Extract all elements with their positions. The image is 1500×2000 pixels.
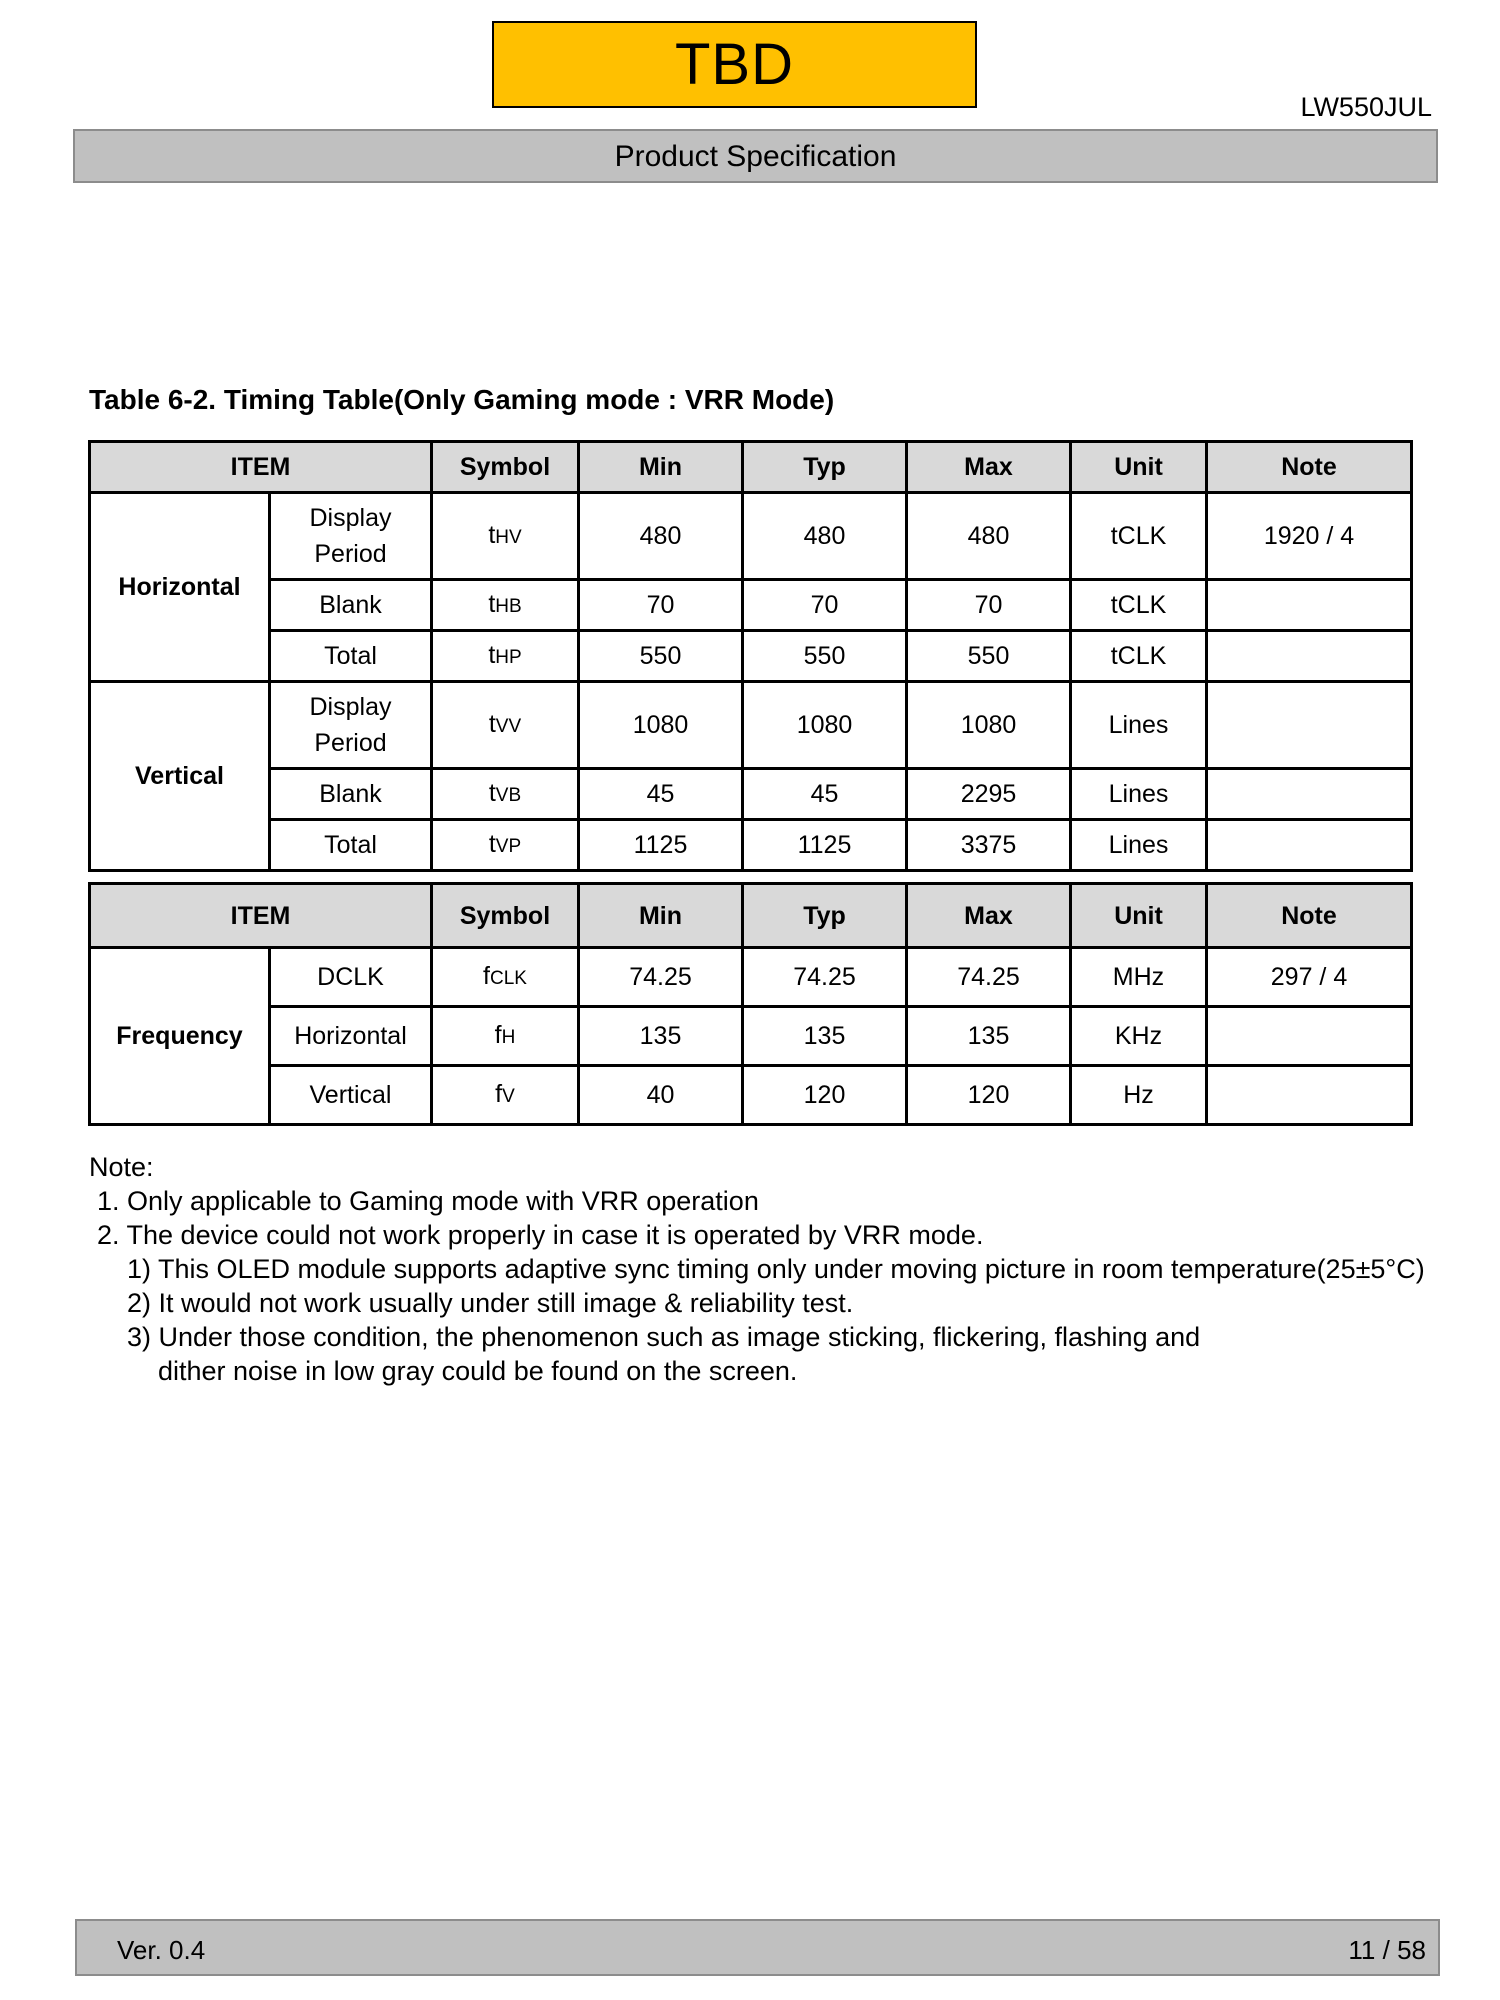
cell-unit: tCLK bbox=[1071, 493, 1207, 580]
cell-symbol: tHP bbox=[432, 631, 579, 682]
cell-item: Total bbox=[270, 631, 432, 682]
cell-typ: 45 bbox=[743, 769, 907, 820]
page-title bbox=[73, 129, 1438, 183]
cell-unit: tCLK bbox=[1071, 580, 1207, 631]
table-caption: Table 6-2. Timing Table(Only Gaming mode : VRR Mode) bbox=[89, 384, 835, 415]
tbd-badge-text: TBD bbox=[675, 32, 794, 97]
cell-typ: 135 bbox=[743, 1007, 907, 1066]
cell-typ: 1080 bbox=[743, 682, 907, 769]
cell-typ: 120 bbox=[743, 1066, 907, 1125]
cell-unit: Lines bbox=[1071, 682, 1207, 769]
table-row bbox=[90, 580, 1412, 631]
timing-table bbox=[88, 440, 1413, 872]
col-header-item: ITEM bbox=[90, 884, 432, 948]
note-subitem: 2) It would not work usually under still image & reliability test. bbox=[127, 1288, 854, 1318]
cell-symbol: fV bbox=[432, 1066, 579, 1125]
note-item: 1. Only applicable to Gaming mode with VRR operation bbox=[97, 1186, 759, 1216]
col-header-unit: Unit bbox=[1071, 884, 1207, 948]
cell-item: DCLK bbox=[270, 948, 432, 1007]
cell-max: 74.25 bbox=[907, 948, 1071, 1007]
col-header-symbol: Symbol bbox=[432, 442, 579, 493]
table-row bbox=[90, 493, 1412, 580]
group-label-frequency: Frequency bbox=[90, 948, 270, 1125]
page-footer bbox=[75, 1919, 1440, 1976]
cell-typ: 70 bbox=[743, 580, 907, 631]
cell-min: 550 bbox=[579, 631, 743, 682]
cell-unit: MHz bbox=[1071, 948, 1207, 1007]
table-row bbox=[90, 682, 1412, 769]
cell-item: Blank bbox=[270, 769, 432, 820]
note-item: 2. The device could not work properly in case it is operated by VRR mode. bbox=[97, 1220, 984, 1250]
cell-max: 550 bbox=[907, 631, 1071, 682]
group-label-horizontal: Horizontal bbox=[90, 493, 270, 682]
col-header-typ: Typ bbox=[743, 884, 907, 948]
cell-item: Display Period bbox=[270, 493, 432, 580]
note-subitem: 3) Under those condition, the phenomenon such as image sticking, flickering, flashing and bbox=[127, 1322, 1201, 1352]
notes-section bbox=[89, 1150, 1425, 1388]
cell-note: 297 / 4 bbox=[1207, 948, 1412, 1007]
note-subitem: 1) This OLED module supports adaptive sync timing only under moving picture in room temperature(25±5°C) bbox=[127, 1254, 1425, 1284]
cell-max: 70 bbox=[907, 580, 1071, 631]
col-header-max: Max bbox=[907, 884, 1071, 948]
cell-symbol: tVP bbox=[432, 820, 579, 871]
cell-min: 1080 bbox=[579, 682, 743, 769]
cell-min: 480 bbox=[579, 493, 743, 580]
cell-note bbox=[1207, 580, 1412, 631]
cell-typ: 1125 bbox=[743, 820, 907, 871]
cell-min: 40 bbox=[579, 1066, 743, 1125]
cell-unit: Lines bbox=[1071, 769, 1207, 820]
frequency-table bbox=[88, 882, 1413, 1126]
notes-heading: Note: bbox=[89, 1152, 154, 1182]
cell-symbol: tVB bbox=[432, 769, 579, 820]
cell-min: 70 bbox=[579, 580, 743, 631]
cell-min: 135 bbox=[579, 1007, 743, 1066]
col-header-symbol: Symbol bbox=[432, 884, 579, 948]
cell-note bbox=[1207, 1007, 1412, 1066]
col-header-max: Max bbox=[907, 442, 1071, 493]
cell-max: 3375 bbox=[907, 820, 1071, 871]
group-label-vertical: Vertical bbox=[90, 682, 270, 871]
model-number: LW550JUL bbox=[1300, 92, 1432, 122]
cell-symbol: fCLK bbox=[432, 948, 579, 1007]
cell-min: 1125 bbox=[579, 820, 743, 871]
cell-typ: 550 bbox=[743, 631, 907, 682]
cell-min: 45 bbox=[579, 769, 743, 820]
cell-note bbox=[1207, 682, 1412, 769]
cell-max: 135 bbox=[907, 1007, 1071, 1066]
table-row bbox=[90, 948, 1412, 1007]
cell-unit: KHz bbox=[1071, 1007, 1207, 1066]
col-header-note: Note bbox=[1207, 442, 1412, 493]
cell-note bbox=[1207, 631, 1412, 682]
page-number: 11 / 58 bbox=[1348, 1935, 1426, 1965]
cell-note bbox=[1207, 820, 1412, 871]
col-header-unit: Unit bbox=[1071, 442, 1207, 493]
cell-note: 1920 / 4 bbox=[1207, 493, 1412, 580]
col-header-note: Note bbox=[1207, 884, 1412, 948]
cell-min: 74.25 bbox=[579, 948, 743, 1007]
page-title-text: Product Specification bbox=[614, 140, 897, 173]
cell-unit: Lines bbox=[1071, 820, 1207, 871]
cell-symbol: fH bbox=[432, 1007, 579, 1066]
cell-item: Display Period bbox=[270, 682, 432, 769]
table-row bbox=[90, 631, 1412, 682]
cell-unit: Hz bbox=[1071, 1066, 1207, 1125]
col-header-min: Min bbox=[579, 884, 743, 948]
cell-item: Total bbox=[270, 820, 432, 871]
cell-note bbox=[1207, 1066, 1412, 1125]
col-header-typ: Typ bbox=[743, 442, 907, 493]
col-header-min: Min bbox=[579, 442, 743, 493]
table-row bbox=[90, 820, 1412, 871]
cell-item: Vertical bbox=[270, 1066, 432, 1125]
cell-max: 480 bbox=[907, 493, 1071, 580]
cell-max: 120 bbox=[907, 1066, 1071, 1125]
table-row bbox=[90, 769, 1412, 820]
col-header-item: ITEM bbox=[90, 442, 432, 493]
table-row bbox=[90, 1066, 1412, 1125]
table-row bbox=[90, 1007, 1412, 1066]
table-header-row bbox=[90, 884, 1412, 948]
cell-typ: 480 bbox=[743, 493, 907, 580]
cell-symbol: tHB bbox=[432, 580, 579, 631]
cell-unit: tCLK bbox=[1071, 631, 1207, 682]
note-subitem-continuation: dither noise in low gray could be found on the screen. bbox=[158, 1356, 798, 1386]
cell-max: 2295 bbox=[907, 769, 1071, 820]
table-header-row bbox=[90, 442, 1412, 493]
cell-symbol: tVV bbox=[432, 682, 579, 769]
cell-symbol: tHV bbox=[432, 493, 579, 580]
version-label: Ver. 0.4 bbox=[117, 1935, 206, 1965]
cell-note bbox=[1207, 769, 1412, 820]
cell-max: 1080 bbox=[907, 682, 1071, 769]
tbd-badge bbox=[492, 21, 977, 108]
cell-item: Horizontal bbox=[270, 1007, 432, 1066]
cell-item: Blank bbox=[270, 580, 432, 631]
cell-typ: 74.25 bbox=[743, 948, 907, 1007]
